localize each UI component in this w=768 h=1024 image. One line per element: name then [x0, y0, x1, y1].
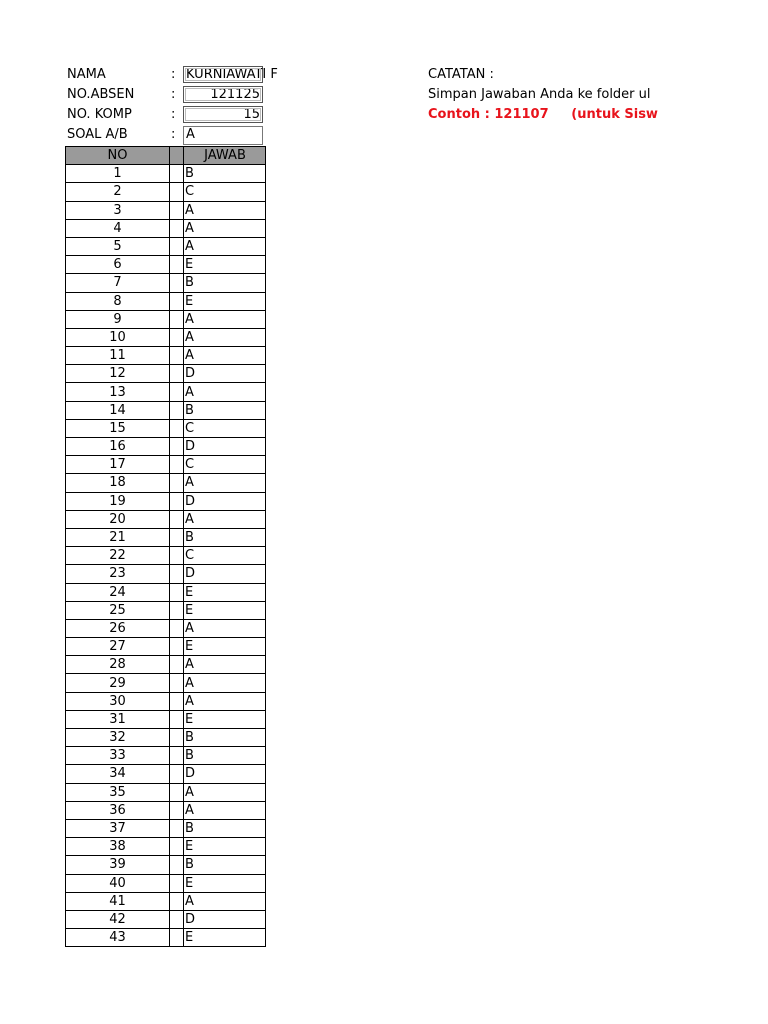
- col-header-no: NO: [66, 147, 170, 165]
- answer-cell[interactable]: B: [184, 165, 266, 183]
- row-number: 6: [66, 256, 170, 274]
- table-row: [66, 692, 266, 710]
- row-number: 4: [66, 219, 170, 237]
- answer-cell[interactable]: E: [184, 838, 266, 856]
- table-row: [66, 838, 266, 856]
- row-gap-cell: [170, 656, 184, 674]
- col-header-gap: [170, 147, 184, 165]
- row-gap-cell: [170, 528, 184, 546]
- row-gap-cell: [170, 183, 184, 201]
- answer-cell[interactable]: E: [184, 583, 266, 601]
- row-gap-cell: [170, 783, 184, 801]
- table-row: [66, 383, 266, 401]
- answer-cell[interactable]: B: [184, 747, 266, 765]
- table-row: [66, 401, 266, 419]
- row-gap-cell: [170, 638, 184, 656]
- soal-label: SOAL A/B: [67, 127, 128, 142]
- answer-cell[interactable]: B: [184, 729, 266, 747]
- row-gap-cell: [170, 237, 184, 255]
- answer-cell[interactable]: D: [184, 910, 266, 928]
- answer-cell[interactable]: A: [184, 310, 266, 328]
- answer-cell[interactable]: B: [184, 528, 266, 546]
- answer-cell[interactable]: D: [184, 365, 266, 383]
- row-number: 3: [66, 201, 170, 219]
- table-row: [66, 801, 266, 819]
- row-number: 23: [66, 565, 170, 583]
- table-row: [66, 256, 266, 274]
- answer-cell[interactable]: D: [184, 565, 266, 583]
- answer-cell[interactable]: A: [184, 674, 266, 692]
- answer-cell[interactable]: D: [184, 438, 266, 456]
- catatan-line2: Contoh : 121107 (untuk Sisw: [428, 107, 658, 122]
- row-number: 26: [66, 619, 170, 637]
- table-row: [66, 547, 266, 565]
- table-row: [66, 601, 266, 619]
- answer-table: [65, 146, 266, 947]
- table-row: [66, 310, 266, 328]
- table-row: [66, 201, 266, 219]
- row-number: 31: [66, 710, 170, 728]
- row-gap-cell: [170, 910, 184, 928]
- answer-cell[interactable]: D: [184, 492, 266, 510]
- row-number: 37: [66, 819, 170, 837]
- table-row: [66, 674, 266, 692]
- row-number: 39: [66, 856, 170, 874]
- table-row: [66, 492, 266, 510]
- row-gap-cell: [170, 365, 184, 383]
- row-gap-cell: [170, 292, 184, 310]
- answer-cell[interactable]: A: [184, 201, 266, 219]
- row-number: 34: [66, 765, 170, 783]
- table-row: [66, 456, 266, 474]
- answer-cell[interactable]: C: [184, 456, 266, 474]
- row-gap-cell: [170, 601, 184, 619]
- answer-cell[interactable]: C: [184, 183, 266, 201]
- table-row: [66, 438, 266, 456]
- row-gap-cell: [170, 747, 184, 765]
- answer-cell[interactable]: A: [184, 474, 266, 492]
- row-gap-cell: [170, 219, 184, 237]
- absen-label: NO.ABSEN: [67, 87, 135, 102]
- table-row: [66, 292, 266, 310]
- col-header-jawab: JAWAB: [184, 147, 266, 165]
- row-gap-cell: [170, 765, 184, 783]
- table-row: [66, 347, 266, 365]
- absen-field[interactable]: 121125: [183, 86, 263, 103]
- table-row: [66, 783, 266, 801]
- answer-cell[interactable]: D: [184, 765, 266, 783]
- row-gap-cell: [170, 819, 184, 837]
- row-number: 10: [66, 328, 170, 346]
- row-number: 42: [66, 910, 170, 928]
- answer-cell[interactable]: A: [184, 783, 266, 801]
- catatan-title: CATATAN :: [428, 67, 494, 82]
- answer-cell[interactable]: E: [184, 601, 266, 619]
- row-number: 15: [66, 419, 170, 437]
- row-number: 24: [66, 583, 170, 601]
- row-gap-cell: [170, 710, 184, 728]
- table-row: [66, 874, 266, 892]
- row-gap-cell: [170, 729, 184, 747]
- table-row: [66, 910, 266, 928]
- table-row: [66, 656, 266, 674]
- answer-cell[interactable]: A: [184, 510, 266, 528]
- nama-field[interactable]: KURNIAWATI F: [183, 66, 263, 83]
- row-gap-cell: [170, 347, 184, 365]
- table-row: [66, 619, 266, 637]
- row-number: 5: [66, 237, 170, 255]
- row-number: 8: [66, 292, 170, 310]
- row-gap-cell: [170, 256, 184, 274]
- row-number: 18: [66, 474, 170, 492]
- row-gap-cell: [170, 492, 184, 510]
- row-gap-cell: [170, 438, 184, 456]
- row-number: 22: [66, 547, 170, 565]
- row-gap-cell: [170, 201, 184, 219]
- row-number: 13: [66, 383, 170, 401]
- row-number: 41: [66, 892, 170, 910]
- table-row: [66, 183, 266, 201]
- table-row: [66, 528, 266, 546]
- table-row: [66, 710, 266, 728]
- row-number: 28: [66, 656, 170, 674]
- row-gap-cell: [170, 310, 184, 328]
- answer-cell[interactable]: B: [184, 856, 266, 874]
- table-row: [66, 819, 266, 837]
- table-row: [66, 638, 266, 656]
- row-number: 17: [66, 456, 170, 474]
- answer-cell[interactable]: C: [184, 419, 266, 437]
- komp-label: NO. KOMP: [67, 107, 132, 122]
- row-number: 33: [66, 747, 170, 765]
- absen-colon: :: [171, 87, 176, 102]
- row-gap-cell: [170, 874, 184, 892]
- row-gap-cell: [170, 274, 184, 292]
- row-number: 38: [66, 838, 170, 856]
- table-row: [66, 892, 266, 910]
- row-gap-cell: [170, 401, 184, 419]
- table-row: [66, 165, 266, 183]
- table-row: [66, 328, 266, 346]
- row-number: 27: [66, 638, 170, 656]
- table-row: [66, 765, 266, 783]
- row-gap-cell: [170, 328, 184, 346]
- row-gap-cell: [170, 801, 184, 819]
- answer-cell[interactable]: A: [184, 801, 266, 819]
- row-gap-cell: [170, 692, 184, 710]
- row-gap-cell: [170, 383, 184, 401]
- answer-cell[interactable]: E: [184, 292, 266, 310]
- row-number: 36: [66, 801, 170, 819]
- table-row: [66, 219, 266, 237]
- row-number: 20: [66, 510, 170, 528]
- row-gap-cell: [170, 419, 184, 437]
- answer-cell[interactable]: A: [184, 383, 266, 401]
- row-number: 29: [66, 674, 170, 692]
- row-gap-cell: [170, 510, 184, 528]
- komp-field[interactable]: 15: [183, 106, 263, 123]
- table-row: [66, 419, 266, 437]
- komp-colon: :: [171, 107, 176, 122]
- table-row: [66, 729, 266, 747]
- row-gap-cell: [170, 892, 184, 910]
- soal-field[interactable]: A: [183, 126, 263, 145]
- row-gap-cell: [170, 565, 184, 583]
- row-number: 7: [66, 274, 170, 292]
- answer-cell[interactable]: A: [184, 237, 266, 255]
- answer-cell[interactable]: E: [184, 874, 266, 892]
- answer-cell[interactable]: A: [184, 656, 266, 674]
- row-gap-cell: [170, 619, 184, 637]
- row-number: 16: [66, 438, 170, 456]
- answer-cell[interactable]: B: [184, 401, 266, 419]
- answer-cell[interactable]: A: [184, 692, 266, 710]
- answer-cell[interactable]: A: [184, 328, 266, 346]
- row-gap-cell: [170, 474, 184, 492]
- table-row: [66, 365, 266, 383]
- table-row: [66, 929, 266, 947]
- row-number: 14: [66, 401, 170, 419]
- row-number: 32: [66, 729, 170, 747]
- catatan-line1: Simpan Jawaban Anda ke folder ul: [428, 87, 651, 102]
- soal-colon: :: [171, 127, 176, 142]
- answer-cell[interactable]: C: [184, 547, 266, 565]
- table-row: [66, 856, 266, 874]
- answer-cell[interactable]: B: [184, 819, 266, 837]
- table-header-row: [66, 147, 266, 165]
- table-row: [66, 747, 266, 765]
- row-gap-cell: [170, 929, 184, 947]
- table-row: [66, 274, 266, 292]
- row-number: 2: [66, 183, 170, 201]
- row-gap-cell: [170, 838, 184, 856]
- table-row: [66, 237, 266, 255]
- row-number: 11: [66, 347, 170, 365]
- row-number: 43: [66, 929, 170, 947]
- answer-cell[interactable]: E: [184, 256, 266, 274]
- answer-cell[interactable]: E: [184, 638, 266, 656]
- answer-cell[interactable]: E: [184, 929, 266, 947]
- answer-cell[interactable]: E: [184, 710, 266, 728]
- row-number: 25: [66, 601, 170, 619]
- table-row: [66, 565, 266, 583]
- answer-cell[interactable]: A: [184, 219, 266, 237]
- answer-cell[interactable]: A: [184, 892, 266, 910]
- row-gap-cell: [170, 583, 184, 601]
- table-row: [66, 510, 266, 528]
- table-row: [66, 583, 266, 601]
- row-gap-cell: [170, 456, 184, 474]
- nama-label: NAMA: [67, 67, 106, 82]
- answer-cell[interactable]: A: [184, 347, 266, 365]
- row-number: 19: [66, 492, 170, 510]
- row-number: 30: [66, 692, 170, 710]
- answer-cell[interactable]: A: [184, 619, 266, 637]
- table-row: [66, 474, 266, 492]
- nama-colon: :: [171, 67, 176, 82]
- row-gap-cell: [170, 165, 184, 183]
- row-number: 9: [66, 310, 170, 328]
- row-number: 35: [66, 783, 170, 801]
- row-gap-cell: [170, 674, 184, 692]
- row-number: 21: [66, 528, 170, 546]
- row-gap-cell: [170, 856, 184, 874]
- row-number: 12: [66, 365, 170, 383]
- row-number: 1: [66, 165, 170, 183]
- row-gap-cell: [170, 547, 184, 565]
- answer-cell[interactable]: B: [184, 274, 266, 292]
- row-number: 40: [66, 874, 170, 892]
